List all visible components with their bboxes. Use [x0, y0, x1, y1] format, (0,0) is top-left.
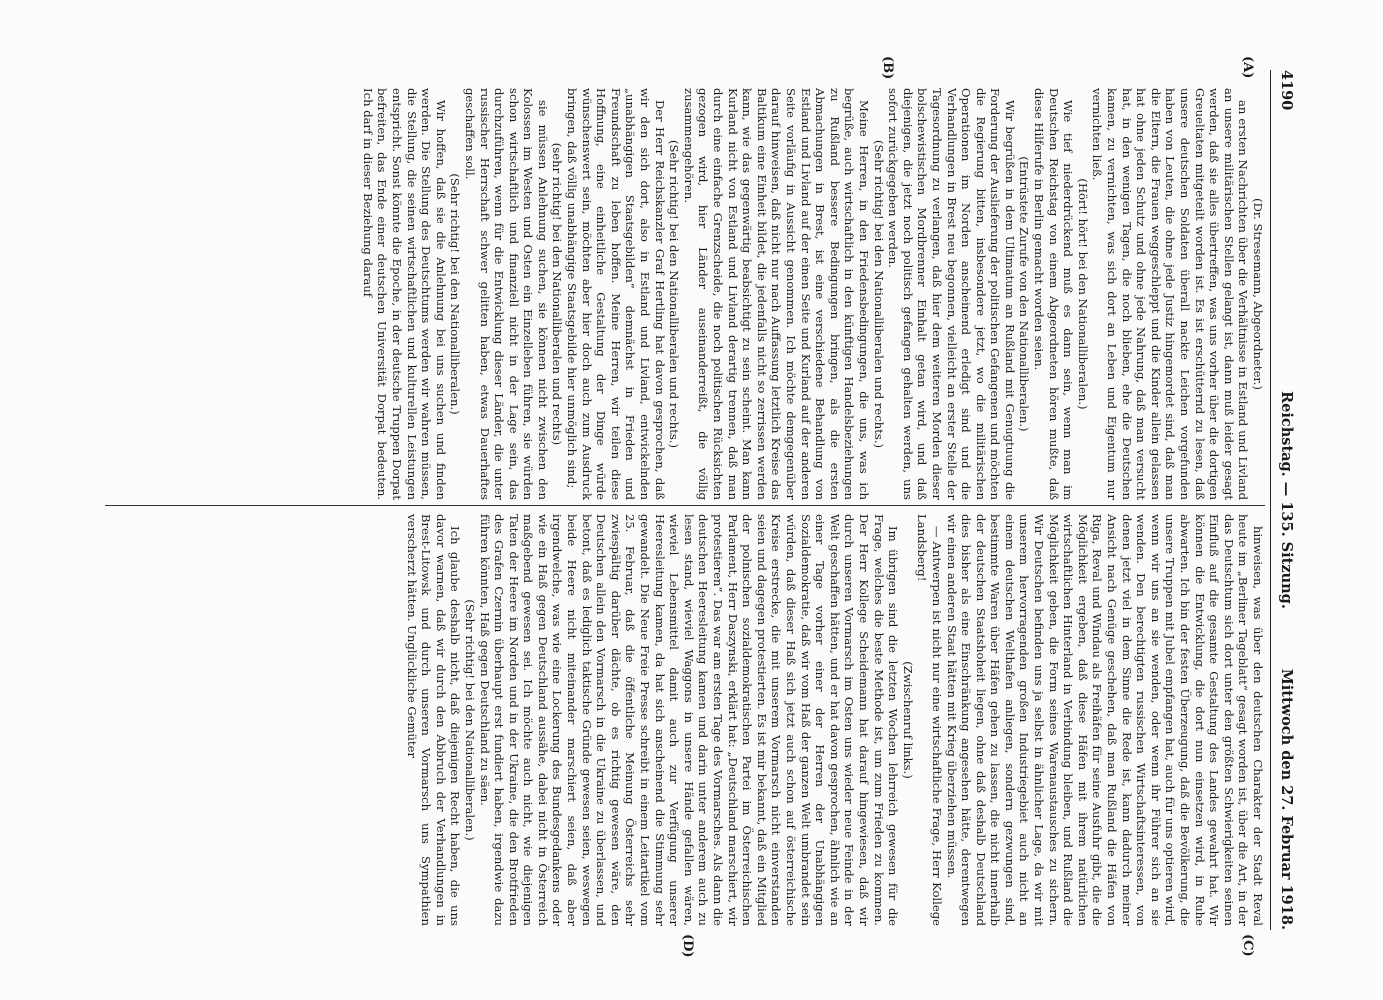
- page-header: [1275, 70, 1295, 930]
- paragraph: Ich glaube deshalb nicht, daß diejenigen Recht haben, die uns davor warnen, daß wir durch den Abbruch der Verhandlungen in Brest-Litowsk und durch unseren Vormarsch uns Sympathien verscherzt hätten. Unglückliche Gemüter: [404, 514, 463, 926]
- paragraph: Meine Herren, in den Friedensbedingungen, die uns, was ich begrüße, auch wirtschaftlich in den künftigen Handelsbeziehungen zu Rußland bessere Bedingungen bringen, als die ersten Abmachungen in Brest, ist eine verschiedene Behandlung von Estland und Livland auf der einen Seite und Kurland auf der anderen Seite vorläufig in Aussicht genommen. Ich möchte demgegenüber darauf hinweisen, daß nicht nur nach Auffassung letztlich Kreise das Baltikum eine Einheit bildet, die jedenfalls nicht so zerrissen werden kann, wie das gegenwärtig beabsichtigt zu sein scheint. Man kann Kurland nicht von Estland und Livland derartig trennen, daß man durch eine einfache Grenzscheide, die noch politischen Rücksichten gezogen wird, hier Länder auseinanderreißt, die völlig zusammengehören.: [681, 88, 871, 500]
- margin-marker-a: (A): [1240, 56, 1255, 79]
- left-text-column: [105, 88, 1265, 500]
- paragraph: (Zwischenruf links.): [900, 661, 915, 779]
- page-number: 4190: [1278, 70, 1295, 111]
- header-rule: [1270, 70, 1271, 930]
- paragraph: (Sehr richtig! bei den Nationalliberalen und rechts.): [871, 139, 886, 449]
- paragraph: Wir begrüßen in dem Ultimatum an Rußland mit Genugtuung die Forderung der Auslieferung der politischen Gefangenen und möchten die Regierung bitten, insbesondere jetzt, wo die militärischen Operationen im Norden anscheinend erledigt sind und die Verhandlungen in Brest neu begonnen, vielleicht an erster Stelle der Tagesordnung zu verlangen, daß hier dem weiteren Morden dieser bolschewistischen Mordbrenner Einhalt getan wird, und daß diejenigen, die jetzt noch politisch gefangen gehalten werden, uns sofort zurückgegeben werden.: [886, 88, 1017, 500]
- header-title: Reichstag. — 135. Sitzung.: [1278, 391, 1295, 609]
- header-date: Mittwoch den 27. Februar 1918.: [1278, 668, 1295, 930]
- paragraph: (Sehr richtig! bei den Nationalliberalen und rechts.): [667, 139, 682, 449]
- paragraph: Der Herr Reichskanzler Graf Hertling hat davon gesprochen, daß wir den sich dort, also in Estland und Livland, entwickelnden „unabhängigen Staatsgebilden“ demnächst in Frieden und Freundschaft zu leben hoffen. Meine Herren, wir teilen diese Hoffnung, eine einheitliche Gestaltung der Dinge würde wünschenswert sein, möchten aber hier doch auch zum Ausdruck bringen, daß völlig unabhängige Staatsgebilde hier unmöglich sind;: [565, 88, 667, 500]
- margin-marker-b: (B): [880, 56, 895, 80]
- paragraph: (Dr. Stresemann, Abgeordneter.): [1251, 198, 1265, 390]
- paragraph: Im übrigen sind die letzten Wochen lehrreich gewesen für die Frage, welches die beste Methode ist, um zum Frieden zu kommen. Der Herr Kollege Scheidemann hat darauf hingewiesen, daß wir durch unseren Vormarsch im Osten uns wieder neue Feinde in der Welt geschaffen hätten, und er hat davon gesprochen, ähnlich wie an einer Tage vorher einer der Herren der Unabhängigen Sozialdemokratie, daß wir vom Haß der ganzen Welt umbrandet sein würden, daß dieser Haß sich jetzt auch schon auf österreichische Kreise erstrecke, die mit unserem Vormarsch nicht einverstanden seien und dagegen protestierten. Es ist mir bekannt, daß ein Mitglied der polnischen sozialdemokratischen Partei im Österreichischen Parlament, Herr Daszynski, erklärt hat: „Deutschland marschiert, wir protestieren“. Das war am ersten Tage des Vormarsches. Als dann die deutschen Heeresleitung kamen und darin unter anderem auch zu lesen stand, wieviel Waggons in unsere Hände gefallen wären, wieviel Lebensmittel damit auch zur Verfügung unserer Heeresleitung kamen, da hat sich anscheinend die Stimmung sehr gewandelt. Die Neue Freie Presse schreibt in einem Leitartikel vom 25. Februar, daß die öffentliche Meinung Österreichs sehr zwiespältig darüber dächte, ob es richtig gewesen wäre, den Deutschen allein den Vormarsch in die Ukraine zu überlassen, und betont, daß es lediglich taktische Gründe gewesen seien, weswegen beide Heere nicht miteinander marschiert seien, daß aber irgendwelche, was wie eine Lockerung des Bundesgedankens oder wie ein Haß gegen Deutschland aussähe, dabei nicht in Österreich maßgebend gewesen sei. Ich möchte auch nicht, wie diejenigen Taten der Heere im Norden und in der Ukraine, die den Brotfrieden des Grafen Czernin überhaupt erst fundiert haben, irgendwie dazu führen könnten, Haß gegen Deutschland zu säen.: [477, 514, 901, 926]
- paragraph: (Entrüstete Zurufe von den Nationalliberalen.): [1017, 156, 1032, 432]
- margin-marker-c: (C): [1240, 934, 1255, 957]
- paragraph: (Sehr richtig! bei den Nationalliberalen.): [462, 599, 477, 841]
- column-divider: [105, 505, 1265, 506]
- right-text-column: [105, 514, 1265, 926]
- paragraph: an ersten Nachrichten über die Verhältnisse in Estland und Livland an unsere militärischen Stellen gelangt ist, dann muß leider gesagt werden, daß sie alles übertreffen, was uns vorher über die dortigen Greueltaten mitgeteilt worden ist. Es ist erschütternd zu lesen, daß unsere deutschen Soldaten überall nackte Leichen vorgefunden haben von Leuten, die ohne jede Justiz hingemordet sind, daß man die Eltern, die Frauen weggeschleppt und die Kinder allein gelassen hat ohne jeden Schutz und ohne jede Nahrung, daß man versucht hat, in den wenigen Tagen, die noch blieben, ehe die Deutschen kamen, zu vernichten, was sich dort an Leben und Eigentum nur vernichten ließ.: [1090, 88, 1251, 500]
- paragraph: (Hört! hört! bei den Nationalliberalen.): [1075, 178, 1090, 410]
- paragraph: Wie tief niederdrückend muß es dann sein, wenn man im Deutschen Reichstag von einem Abgeordneten hören mußte, daß diese Hilferufe in Berlin gemacht worden seien.: [1032, 88, 1076, 500]
- paragraph: (sehr richtig! bei den Nationalliberalen und rechts): [550, 142, 565, 446]
- paragraph: hinweisen, was über den deutschen Charakter der Stadt Reval heute im „Berliner Tageblatt“ gesagt worden ist, über die Art, in der das Deutschtum sich dort unter den größten Schwierigkeiten seinen Einfluß auf die gesamte Gestaltung des Landes gewahrt hat. Wir können die Entwicklung, die dort nun einsetzen wird, in Ruhe abwarten. Ich bin der festen Überzeugung, daß die Bevölkerung, die unsere Truppen mit Jubel empfangen hat, auch für uns optieren wird, wenn wir uns an sie wenden, oder wenn ihr Führer sich an sie wenden. Den berechtigten russischen Wirtschaftsinteressen, von denen jetzt viel in dem Sinne die Rede ist, kann dadurch meiner Ansicht nach Genüge geschehen, daß man Rußland die Häfen von Riga, Reval und Windau als Freihäfen für seine Ausfuhr gibt, die die Möglichkeit ergeben, daß diese Häfen mit ihrem natürlichen wirtschaftlichen Hinterland in Verbindung bleiben, und Rußland die Möglichkeit geben, die Form seines Warenaustausches zu sichern. Wir Deutschen befinden uns ja selbst in ähnlicher Lage, da wir mit unserem hervorragenden großen Industriegebiet auch nicht an einem deutschen Welthafen anliegen, sondern gezwungen sind, bestimmte Waren über Häfen gehen zu lassen, die nicht innerhalb der deutschen Staatshoheit liegen, ohne daß deshalb Deutschland dies bisher als eine Einschränkung angesehen hätte, derentwegen wir einen anderen Staat hätten mit Krieg überziehen müssen.: [944, 514, 1265, 926]
- paragraph: Wir hoffen, daß sie die Anlehnung bei uns suchen und finden werden. Die Stellung des Deutschtums werden wir wahren müssen, die Stellung, die seinen wirtschaftlichen und kulturellen Leistungen entspricht. Sonst könnte die Epoche, in der deutsche Truppen Dorpat befreiten, das Ende einer deutschen Universität Dorpat bedeuten. Ich darf in dieser Beziehung darauf: [360, 88, 448, 500]
- paragraph: — Antwerpen ist nicht nur eine wirtschaftliche Frage, Herr Kollege Landsberg!: [915, 514, 944, 926]
- paragraph: sie müssen Anlehnung suchen, sie können nicht zwischen den Kolossen im Westen und Osten ein Einzelleben führen, sie würden schon wirtschaftlich und finanziell nicht in der Lage sein, das durchzuführen, wenn für die Entwicklung dieser Länder, die unter russischer Herrschaft schwer gelitten haben, etwas Dauerhaftes geschaffen soll.: [462, 88, 550, 500]
- paragraph: (Sehr richtig! bei den Nationalliberalen.): [448, 173, 463, 415]
- margin-marker-d: (D): [680, 934, 695, 958]
